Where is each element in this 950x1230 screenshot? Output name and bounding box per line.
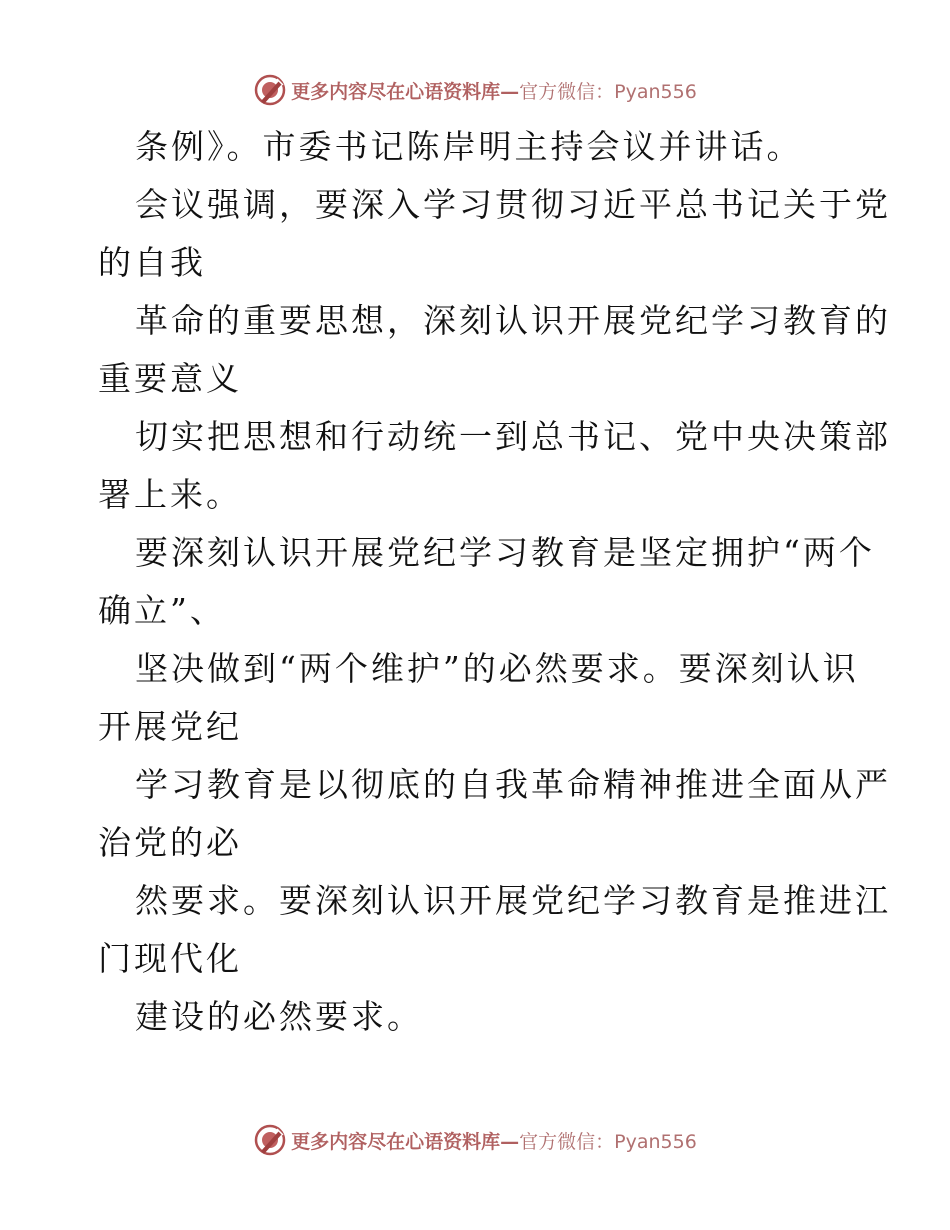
footer-banner-suffix: 官方微信：Pyan556: [519, 1130, 697, 1153]
header-banner: [0, 70, 950, 110]
text-line: 的自我: [98, 243, 206, 282]
footer-banner-text: 更多内容尽在心语资料库—: [291, 1130, 520, 1153]
text-line: 切实把思想和行动统一到总书记、党中央决策部: [135, 417, 891, 456]
header-banner-text: 更多内容尽在心语资料库—: [291, 80, 520, 103]
text-line: 门现代化: [98, 939, 242, 978]
text-line: 要深刻认识开展党纪学习教育是坚定拥护“两个: [135, 533, 875, 572]
text-line: 革命的重要思想，深刻认识开展党纪学习教育的: [135, 301, 891, 340]
text-line: 重要意义: [98, 359, 242, 398]
pen-logo-icon: [253, 1123, 287, 1157]
text-line: 条例》。市委书记陈岸明主持会议并讲话。: [135, 127, 803, 166]
text-line: 建设的必然要求。: [135, 997, 423, 1036]
pen-logo-icon: [253, 73, 287, 107]
text-line: 开展党纪: [98, 707, 242, 746]
document-body: [98, 118, 891, 1046]
text-line: 学习教育是以彻底的自我革命精神推进全面从严: [135, 765, 891, 804]
footer-banner: [0, 1120, 950, 1160]
text-line: 坚决做到“两个维护”的必然要求。要深刻认识: [135, 649, 859, 688]
text-line: 确立”、: [98, 591, 226, 630]
text-line: 会议强调，要深入学习贯彻习近平总书记关于党: [135, 185, 891, 224]
header-banner-suffix: 官方微信：Pyan556: [519, 80, 697, 103]
text-line: 然要求。要深刻认识开展党纪学习教育是推进江: [135, 881, 891, 920]
text-line: 治党的必: [98, 823, 242, 862]
text-line: 署上来。: [98, 475, 242, 514]
